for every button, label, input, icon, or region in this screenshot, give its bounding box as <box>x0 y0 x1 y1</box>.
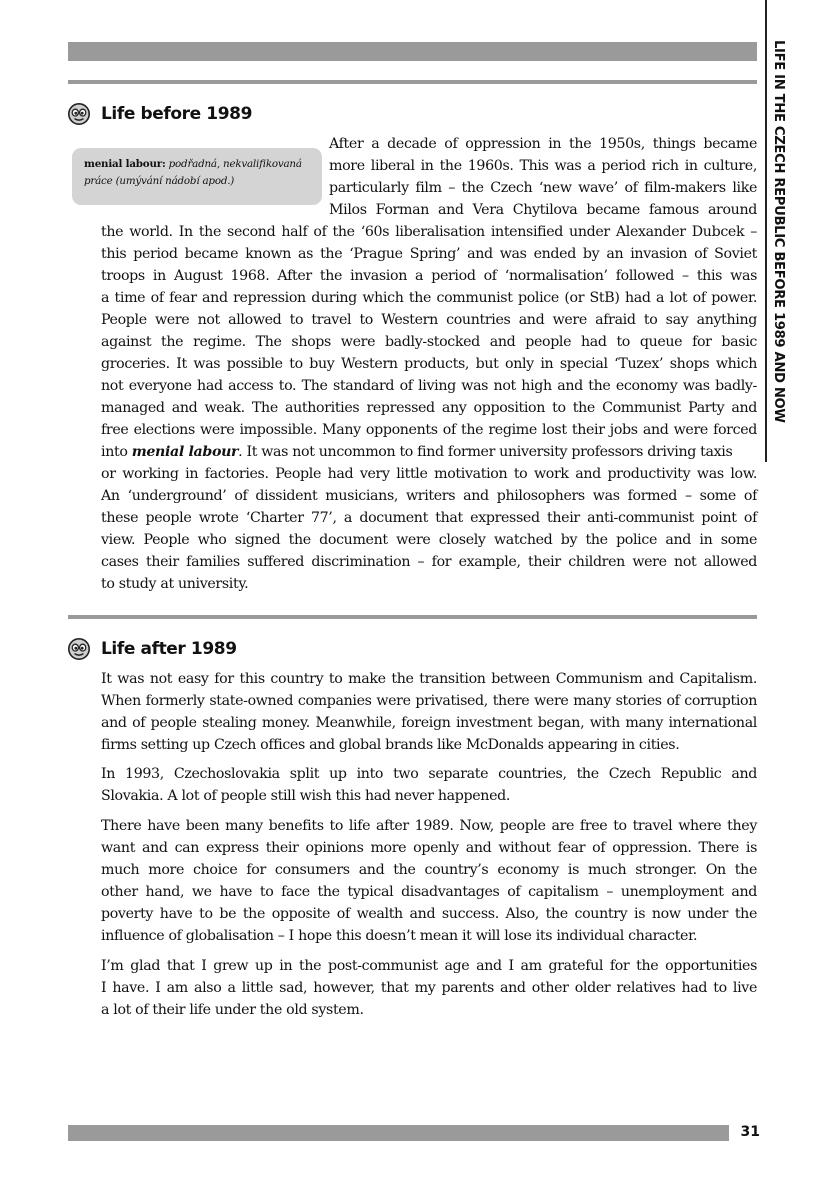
text-line: In 1993, Czechoslovakia split up into two separate countries, the Czech Republic and <box>101 766 757 782</box>
section-divider <box>68 80 757 84</box>
page-number: 31 <box>740 1124 760 1140</box>
highlighted-term: menial labour <box>131 444 239 460</box>
text-line: troops in August 1968. After the invasion a period of ‘normalisation’ followed – this was <box>101 268 757 284</box>
text-line: cases their families suffered discrimination – for example, their children were not allowed <box>101 554 757 570</box>
text-line: free elections were impossible. Many opponents of the regime lost their jobs and were forced <box>101 422 757 438</box>
text-line: I’m glad that I grew up in the post-communist age and I am grateful for the opportunities <box>101 958 757 974</box>
text-line: want and can express their opinions more openly and without fear of oppression. There is <box>101 840 757 856</box>
section-title-before-1989: Life before 1989 <box>101 104 253 124</box>
face-icon <box>68 638 90 660</box>
text-line: this period became known as the ‘Prague Spring’ and was ended by an invasion of Soviet <box>101 246 757 262</box>
text-line: There have been many benefits to life after 1989. Now, people are free to travel where they <box>101 818 757 834</box>
text-line: Milos Forman and Vera Chytilova became famous around <box>329 202 757 218</box>
section-divider <box>68 615 757 619</box>
text-line: An ‘underground’ of dissident musicians, writers and philosophers was formed – some of <box>101 488 757 504</box>
text-line: these people wrote ‘Charter 77’, a document that expressed their anti-communist point of <box>101 510 757 526</box>
chapter-side-title-text: LIFE IN THE CZECH REPUBLIC BEFORE 1989 AND NOW <box>771 40 786 423</box>
text-line: managed and weak. The authorities repressed any opposition to the Communist Party and <box>101 400 757 416</box>
text-line: a time of fear and repression during which the communist police (or StB) had a lot of power. <box>101 290 757 306</box>
text-line: much more choice for consumers and the country’s economy is much stronger. On the <box>101 862 757 878</box>
text-line: the world. In the second half of the ‘60s liberalisation intensified under Alexander Dubcek – <box>101 224 757 240</box>
paragraph-transition <box>101 669 757 757</box>
glossary-text <box>84 156 312 190</box>
glossary-box <box>72 148 322 205</box>
text-line: against the regime. The shops were badly-stocked and people had to queue for basic <box>101 334 757 350</box>
chapter-side-title <box>768 40 790 468</box>
paragraph-split <box>101 764 757 808</box>
text-line: other hand, we have to face the typical disadvantages of capitalism – unemployment and <box>101 884 757 900</box>
side-divider <box>765 0 767 462</box>
text-line: to study at university. <box>101 576 249 592</box>
text-line: not everyone had access to. The standard of living was not high and the economy was badly- <box>101 378 757 394</box>
text-fragment: into <box>101 444 132 460</box>
footer-bar <box>68 1125 729 1141</box>
text-line: I have. I am also a little sad, however, that my parents and other older relatives had to live <box>101 980 757 996</box>
text-line: influence of globalisation – I hope this doesn’t mean it will lose its individual character. <box>101 928 698 944</box>
text-fragment: . It was not uncommon to find former university professors driving taxis <box>238 444 733 460</box>
paragraph-conclusion <box>101 956 757 1022</box>
header-bar <box>68 42 757 61</box>
text-line: particularly film – the Czech ‘new wave’ of film-makers like <box>329 180 757 196</box>
text-line: People were not allowed to travel to Western countries and were afraid to say anything <box>101 312 757 328</box>
text-line: poverty have to be the opposite of wealth and success. Also, the country is now under the <box>101 906 757 922</box>
text-line: and of people stealing money. Meanwhile, foreign investment began, with many international <box>101 715 757 731</box>
text-line: groceries. It was possible to buy Western products, but only in special ‘Tuzex’ shops which <box>101 356 757 372</box>
text-line: After a decade of oppression in the 1950s, things became <box>329 136 757 152</box>
text-line: more liberal in the 1960s. This was a period rich in culture, <box>329 158 757 174</box>
paragraph-before-1989 <box>101 222 757 596</box>
glossary-translation: podřadná, nekvalifikovaná práce (umývání nádobí apod.) <box>84 158 302 187</box>
glossary-term: menial labour: <box>84 158 166 170</box>
text-line: firms setting up Czech offices and global brands like McDonalds appearing in cities. <box>101 737 680 753</box>
text-line-with-term <box>101 442 757 463</box>
text-line: It was not easy for this country to make the transition between Communism and Capitalism. <box>101 671 757 687</box>
text-line: view. People who signed the document were closely watched by the police and in some <box>101 532 757 548</box>
section-title-after-1989: Life after 1989 <box>101 639 237 659</box>
paragraph-benefits <box>101 816 757 948</box>
text-line: or working in factories. People had very little motivation to work and productivity was low. <box>101 466 757 482</box>
paragraph-intro-narrow <box>329 134 757 218</box>
face-icon <box>68 103 90 125</box>
text-line: When formerly state-owned companies were privatised, there were many stories of corruption <box>101 693 757 709</box>
text-line: Slovakia. A lot of people still wish this had never happened. <box>101 788 511 804</box>
text-line: a lot of their life under the old system. <box>101 1002 364 1018</box>
